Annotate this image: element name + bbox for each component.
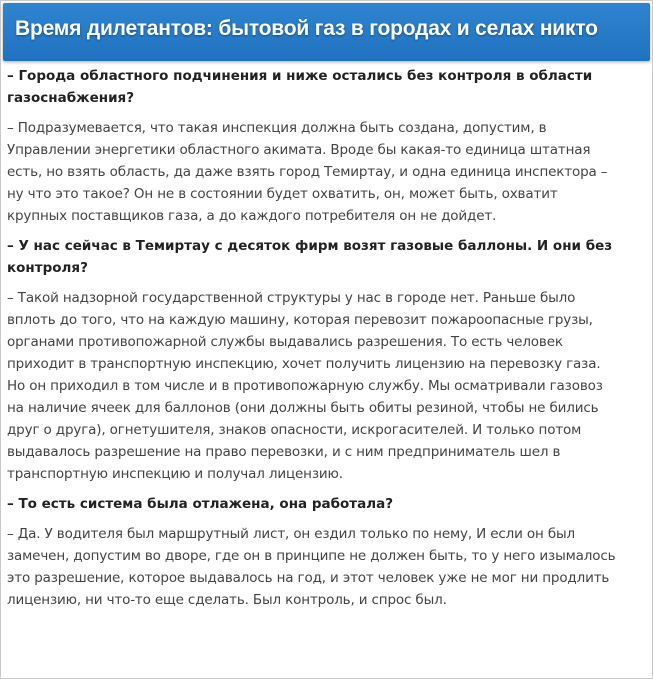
interview-question: – Города областного подчинения и ниже остались без контроля в области газоснабжения?: [7, 68, 593, 106]
interview-question: – У нас сейчас в Темиртау с десяток фирм возят газовые баллоны. И они без контроля?: [7, 238, 613, 276]
article-title: Время дилетантов: бытовой газ в городах и селах никто: [15, 17, 598, 40]
interview-question: – То есть система была отлажена, она работала?: [7, 496, 394, 512]
interview-answer: – Да. У водителя был маршрутный лист, он ездил только по нему, И если он был замечен, допустим во дворе, где он в принципе не должен быть, то у него изымалось это разрешение, которое выдавалось на год, и этот человек уже не мог ни продлить лицензию, ни что-то еще сделать. Был контроль, и спрос был.: [7, 526, 616, 608]
article-header: [3, 3, 650, 61]
article-body: [7, 65, 617, 619]
interview-answer: – Подразумевается, что такая инспекция должна быть создана, допустим, в Управлении энергетики областного акимата. Вроде бы какая-то единица штатная есть, но взять область, да даже взять город Темиртау, и одна единица инспектора – ну что это такое? Он не в состоянии будет охватить, он, может быть, охватит крупных поставщиков газа, а до каждого потребителя он не дойдет.: [7, 120, 608, 224]
interview-answer: – Такой надзорной государственной структуры у нас в городе нет. Раньше было вплоть до того, что на каждую машину, которая перевозит пожароопасные грузы, органами противопожарной службы выдавались разрешения. То есть человек приходит в транспортную инспекцию, хочет получить лицензию на перевозку газа. Но он приходил в том числе и в противопожарную службу. Мы осматривали газовоз на наличие ячеек для баллонов (они должны быть обиты резиной, чтобы не бились друг о друга), огнетушителя, знаков опасности, искрогасителей. И только потом выдавалось разрешение на право перевозки, и с ним предприниматель шел в транспортную инспекцию и получал лицензию.: [7, 290, 603, 482]
